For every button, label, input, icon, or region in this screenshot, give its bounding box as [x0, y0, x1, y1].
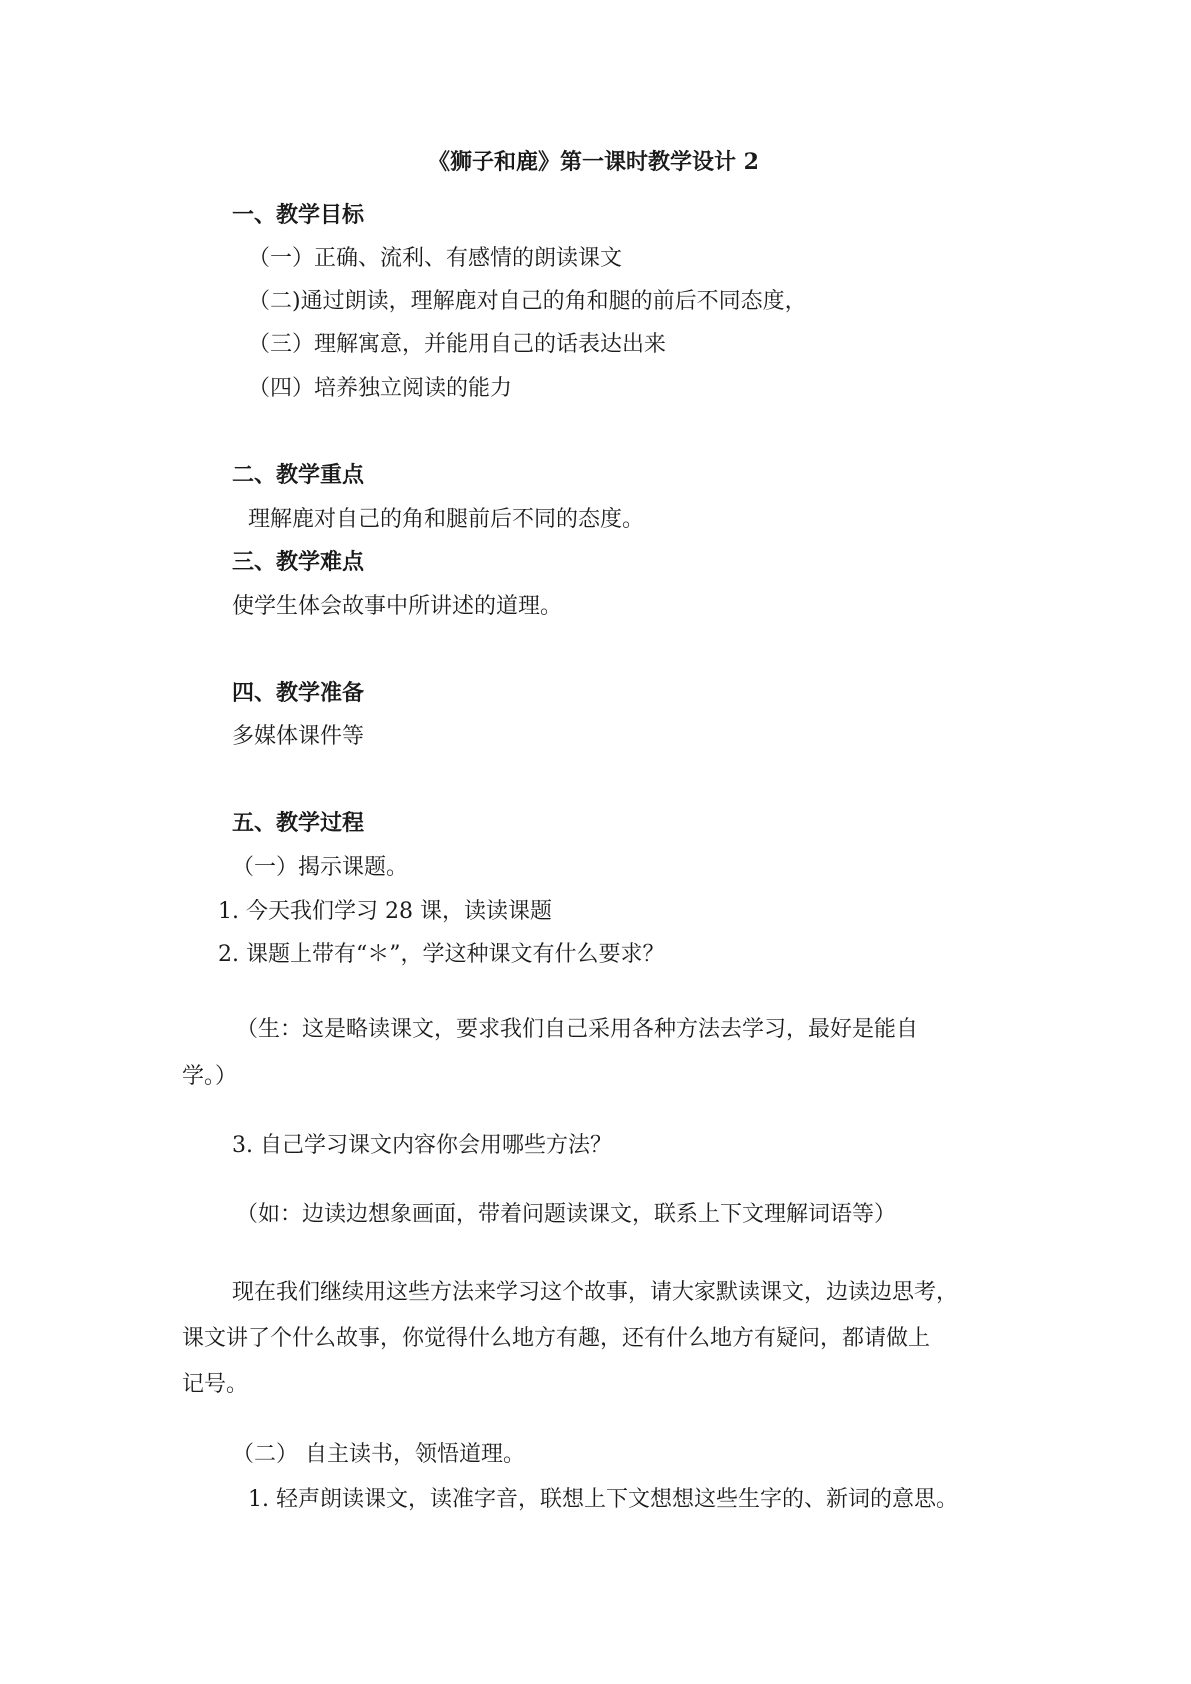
objective-2: （二)通过朗读，理解鹿对自己的角和腿的前后不同态度，	[248, 289, 807, 314]
process-line: 课文讲了个什么故事，你觉得什么地方有趣，还有什么地方有疑问，都请做上	[182, 1326, 931, 1351]
process-line: 1. 轻声朗读课文，读准字音，联想上下文想想这些生字的、新词的意思。	[248, 1487, 958, 1512]
objective-4: （四）培养独立阅读的能力	[248, 376, 513, 401]
document-title: 《狮子和鹿》第一课时教学设计 2	[428, 149, 759, 175]
objective-1: （一）正确、流利、有感情的朗读课文	[248, 246, 623, 271]
section-heading-difficulties: 三、教学难点	[232, 550, 365, 575]
process-line: 3. 自己学习课文内容你会用哪些方法？	[232, 1133, 612, 1158]
process-line: （一）揭示课题。	[232, 855, 409, 880]
process-line: 学。）	[182, 1064, 238, 1089]
process-line: 1. 今天我们学习 28 课，读读课题	[218, 899, 552, 924]
objective-3: （三）理解寓意，并能用自己的话表达出来	[248, 332, 667, 357]
difficulty-text: 使学生体会故事中所讲述的道理。	[232, 594, 563, 619]
process-line: （二） 自主读书，领悟道理。	[232, 1442, 525, 1467]
process-line: 记号。	[182, 1372, 249, 1397]
process-line: 现在我们继续用这些方法来学习这个故事，请大家默读课文，边读边思考，	[232, 1280, 959, 1305]
key-point-text: 理解鹿对自己的角和腿前后不同的态度。	[248, 507, 645, 532]
process-line: （生：这是略读课文，要求我们自己采用各种方法去学习，最好是能自	[236, 1017, 919, 1042]
section-heading-preparation: 四、教学准备	[232, 681, 365, 706]
process-line: 2. 课题上带有“＊”，学这种课文有什么要求？	[218, 942, 665, 967]
section-heading-objectives: 一、教学目标	[232, 203, 365, 228]
section-heading-process: 五、教学过程	[232, 811, 365, 836]
process-line: （如：边读边想象画面，带着问题读课文，联系上下文理解词语等）	[236, 1202, 897, 1227]
section-heading-key-points: 二、教学重点	[232, 463, 365, 488]
preparation-text: 多媒体课件等	[232, 724, 365, 749]
